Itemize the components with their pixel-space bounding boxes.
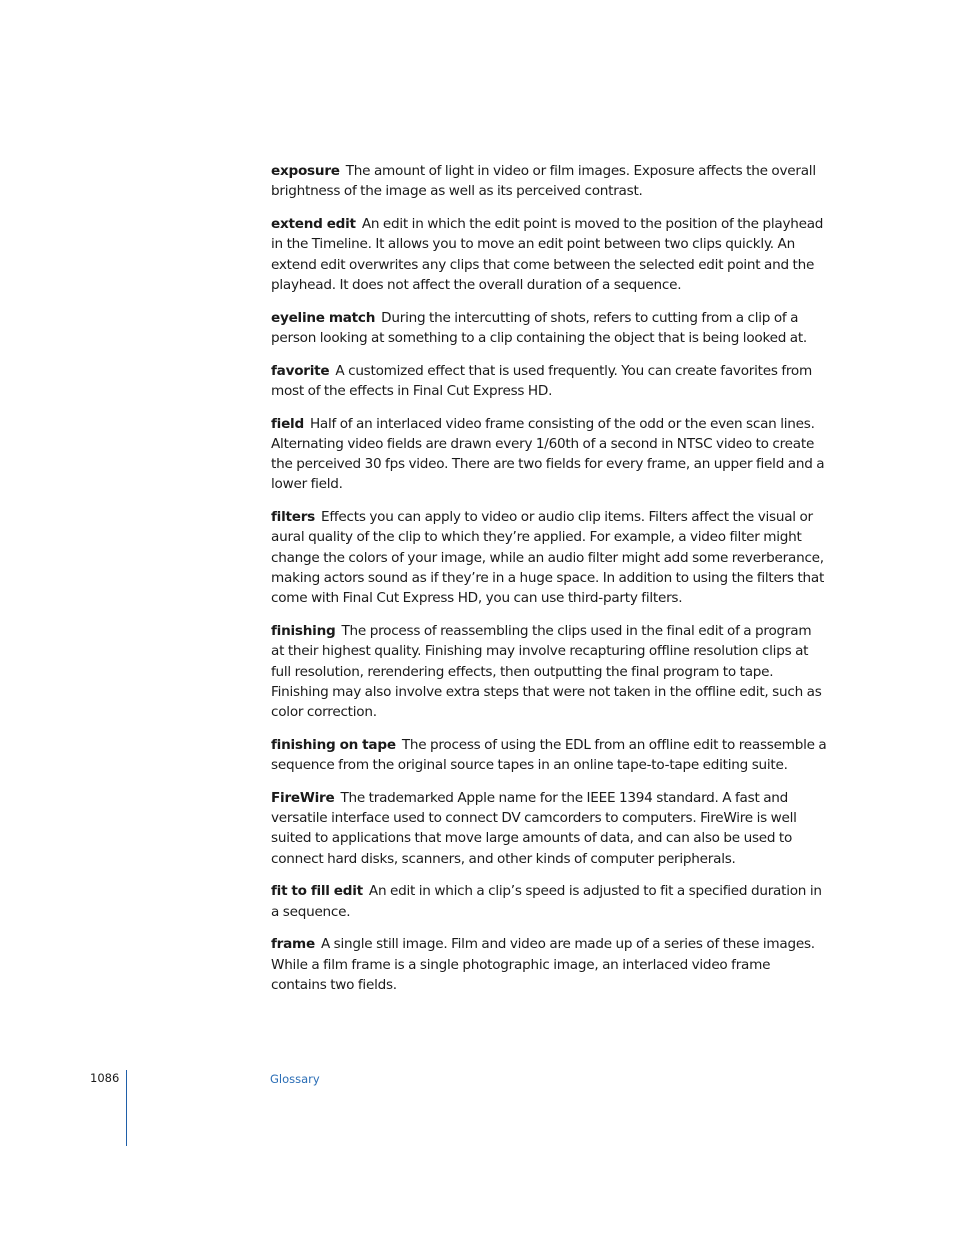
term: filters [271, 509, 315, 526]
glossary-entry-firewire [271, 788, 827, 869]
definition: The process of using the EDL from an offline edit to reassemble a sequence from the original source tapes in an online tape-to-tape editing suite. [271, 736, 827, 774]
term: FireWire [271, 789, 335, 806]
term: fit to fill edit [271, 883, 363, 900]
glossary-entry-finishing [271, 621, 827, 722]
footer-divider [126, 1070, 127, 1146]
glossary-entry-finishing-on-tape [271, 735, 827, 776]
glossary-entry-exposure [271, 161, 827, 202]
definition: Half of an interlaced video frame consisting of the odd or the even scan lines. Alternating video fields are drawn every 1/60th of a second in NTSC video to create the perceived 30 fps video. There are two fields for every frame, an upper field and a lower field. [271, 415, 825, 493]
term: exposure [271, 163, 340, 179]
glossary-entry-extend-edit [271, 214, 827, 295]
glossary-entry-fit-to-fill-edit [271, 881, 827, 922]
glossary-entry-field [271, 414, 827, 495]
definition: During the intercutting of shots, refers to cutting from a clip of a person looking at something to a clip containing the object that is being looked at. [271, 309, 807, 346]
glossary-entry-frame [271, 934, 827, 995]
definition: A single still image. Film and video are made up of a series of these images. While a film frame is a single photographic image, an interlaced video frame contains two fields. [271, 936, 815, 993]
term: field [271, 415, 304, 432]
glossary-entry-eyeline-match [271, 308, 827, 349]
definition: The process of reassembling the clips used in the final edit of a program at their highest quality. Finishing may involve recapturing offline resolution clips at full resolution, rerendering effects, then outputting the final program to tape. Finishing may also involve extra steps that were not taken in the offline edit, such as color correction. [271, 622, 822, 721]
definition: An edit in which the edit point is moved to the position of the playhead in the Timeline. It allows you to move an edit point between two clips quickly. An extend edit overwrites any clips that come between the selected edit point and the playhead. It does not affect the overall duration of a sequence. [271, 215, 824, 293]
definition: Effects you can apply to video or audio clip items. Filters affect the visual or aural quality of the clip to which they’re applied. For example, a video filter might change the colors of your image, while an audio filter might add some reverberance, making actors sound as if they’re in a huge space. In addition to using the filters that come with Final Cut Express HD, you can use third-party filters. [271, 509, 825, 607]
term: frame [271, 936, 315, 953]
page-number: 1086 [90, 1071, 120, 1085]
term: finishing on tape [271, 736, 396, 753]
term: favorite [271, 362, 330, 379]
term: eyeline match [271, 309, 376, 326]
term: finishing [271, 622, 336, 639]
glossary-entry-filters [271, 507, 827, 608]
definition: A customized effect that is used frequently. You can create favorites from most of the effects in Final Cut Express HD. [271, 362, 812, 399]
section-name: Glossary [270, 1072, 320, 1086]
definition: An edit in which a clip’s speed is adjusted to fit a specified duration in a sequence. [271, 883, 822, 920]
glossary-entries [271, 161, 827, 1008]
term: extend edit [271, 215, 356, 232]
definition: The trademarked Apple name for the IEEE 1394 standard. A fast and versatile interface used to connect DV camcorders to computers. FireWire is well suited to applications that move large amounts of data, and can also be used to connect hard disks, scanners, and other kinds of computer peripherals. [271, 789, 797, 867]
definition: The amount of light in video or film images. Exposure affects the overall brightness of the image as well as its perceived contrast. [271, 163, 816, 200]
glossary-entry-favorite [271, 361, 827, 402]
